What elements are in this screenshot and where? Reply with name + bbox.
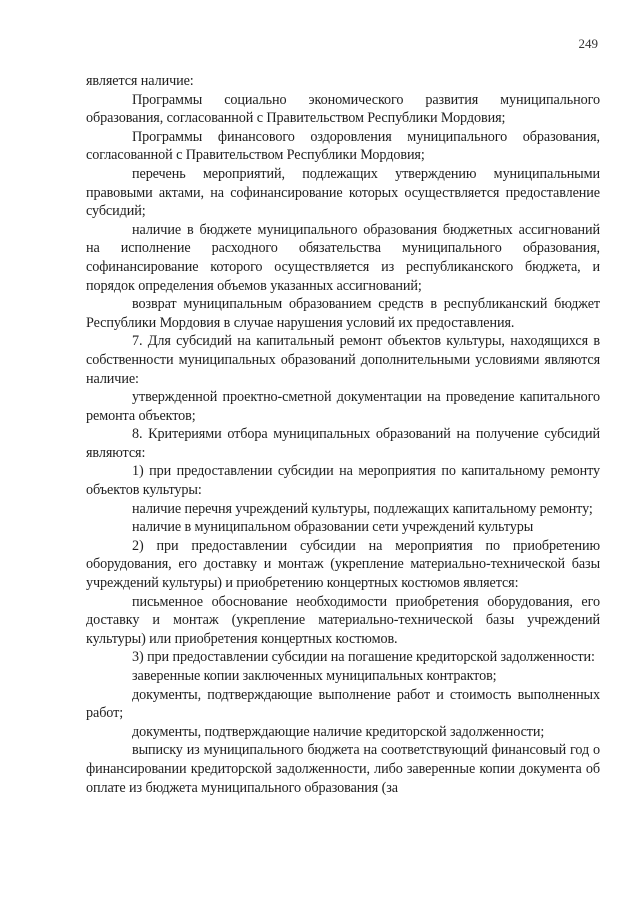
paragraph: наличие в муниципальном образовании сети учреждений культуры	[132, 519, 534, 536]
paragraph: документы, подтверждающие выполнение работ и стоимость выполненных работ;	[86, 686, 600, 722]
paragraph: утвержденной проектно-сметной документации на проведение капитального ремонта объектов;	[86, 389, 600, 424]
paragraph: перечень мероприятий, подлежащих утверждению муниципальными правовыми актами, на софинансирование которых осуществляется предоставление субсидий;	[86, 165, 600, 220]
paragraph: наличие перечня учреждений культуры, подлежащих капитальному ремонту;	[132, 500, 593, 517]
paragraph: наличие в бюджете муниципального образования бюджетных ассигнований на исполнение расходного обязательства муниципального образования, софинансирование которого осуществляется из республиканского бюджета, и порядок определения объемов указанных ассигнований;	[86, 221, 600, 294]
paragraph: письменное обоснование необходимости приобретения оборудования, его доставку и монтаж (укрепление материально-технической базы учреждений культуры) или приобретения концертных костюмов.	[86, 593, 600, 647]
document-body	[86, 72, 600, 797]
paragraph: 7. Для субсидий на капитальный ремонт объектов культуры, находящихся в собственности муниципальных образований дополнительными условиями являются наличие:	[86, 333, 600, 387]
paragraph: заверенные копии заключенных муниципальных контрактов;	[132, 668, 497, 684]
paragraph: 1) при предоставлении субсидии на мероприятия по капитальному ремонту объектов культуры:	[86, 463, 600, 499]
paragraph: 2) при предоставлении субсидии на мероприятия по приобретению оборудования, его доставку и монтаж (укрепление материально-технической базы учреждений культуры) и приобретению концертных костюмов является:	[86, 537, 600, 592]
paragraph: Программы финансового оздоровления муниципального образования, согласованной с Правительством Республики Мордовия;	[86, 128, 600, 164]
paragraph: возврат муниципальным образованием средств в республиканский бюджет Республики Мордовия в случае нарушения условий их предоставления.	[86, 296, 600, 331]
paragraph: 8. Критериями отбора муниципальных образований на получение субсидий являются:	[86, 426, 600, 461]
paragraph: выписку из муниципального бюджета на соответствующий финансовый год о финансировании кредиторской задолженности, либо заверенные копии документа об оплате из бюджета муниципального образования (за	[86, 742, 600, 796]
paragraph: Программы социально экономического развития муниципального образования, согласованной с Правительством Республики Мордовия;	[86, 91, 600, 127]
paragraph: 3) при предоставлении субсидии на погашение кредиторской задолженности:	[132, 649, 595, 666]
paragraph: является наличие:	[86, 73, 194, 89]
page-number: 249	[578, 36, 598, 51]
paragraph: документы, подтверждающие наличие кредиторской задолженности;	[132, 723, 545, 740]
